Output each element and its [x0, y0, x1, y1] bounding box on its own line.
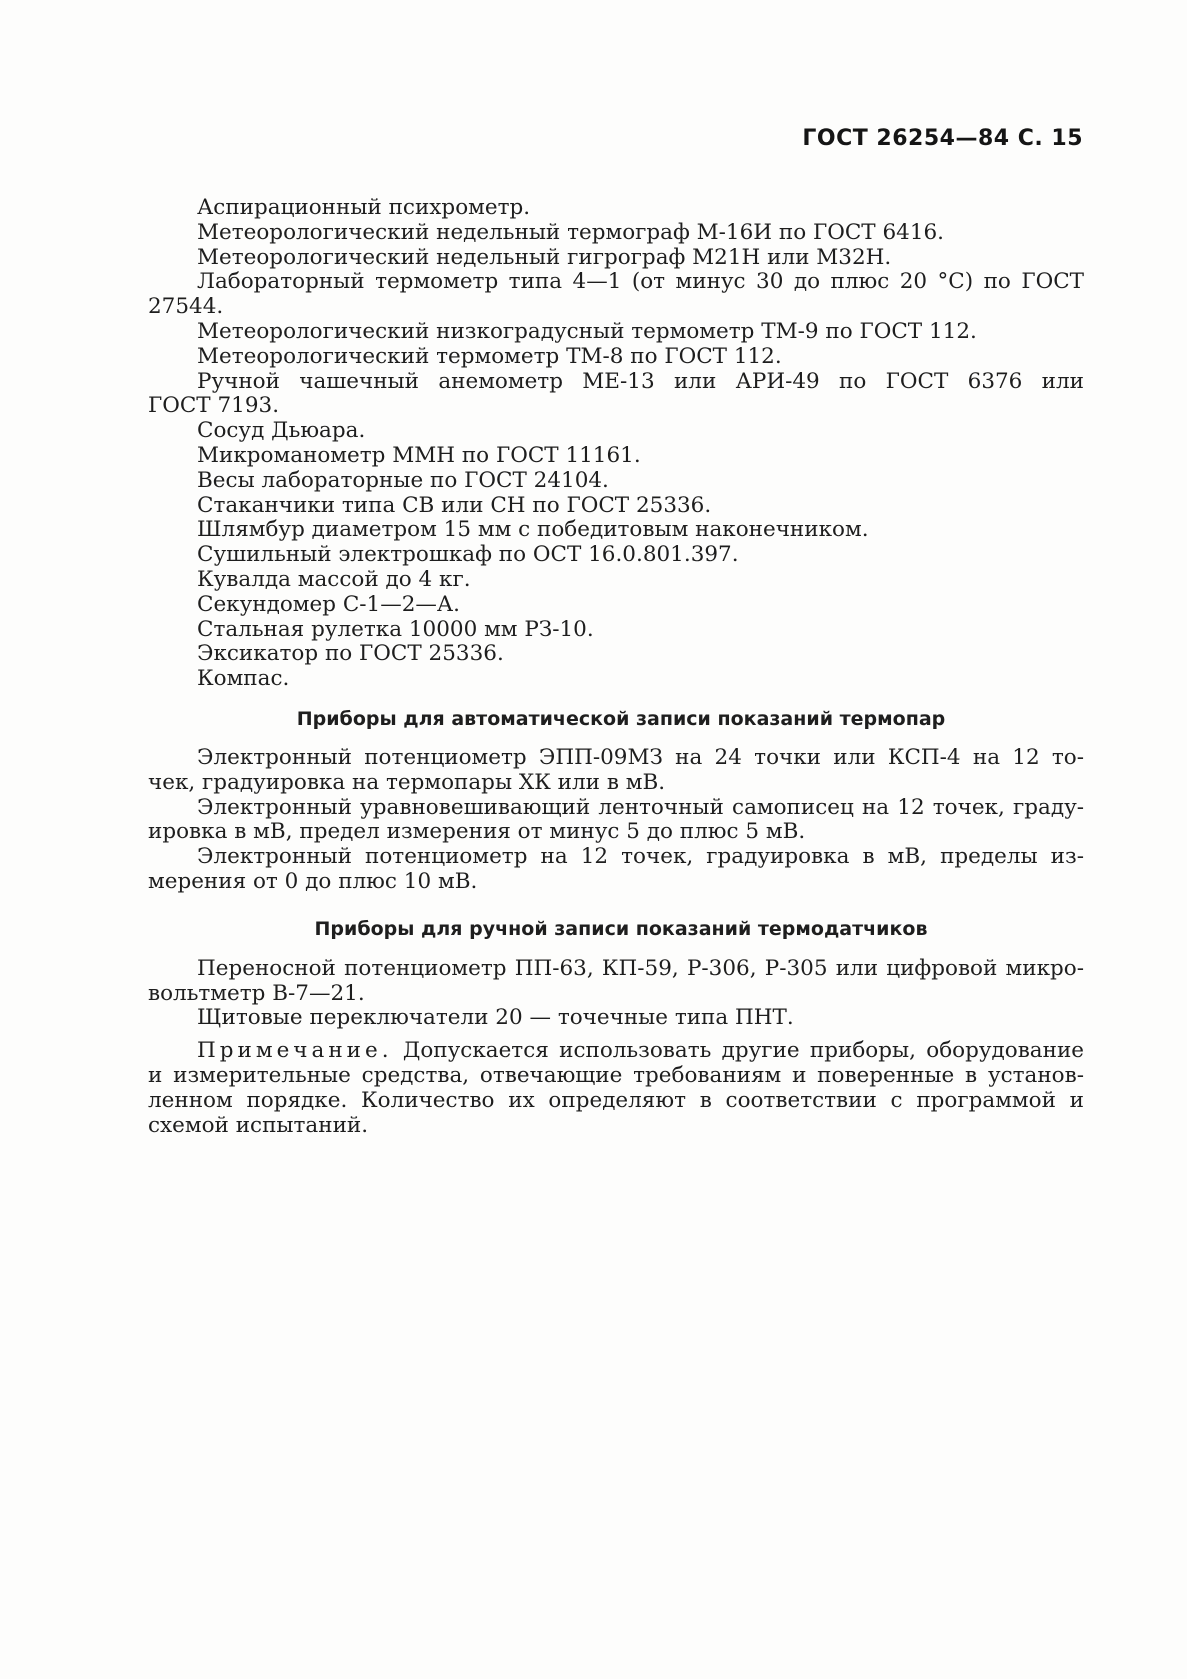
note-block [148, 1039, 1084, 1138]
paragraph-line: Щитовые переключатели 20 — точечные типа ПНТ. [197, 1005, 794, 1031]
section-manual-body [148, 957, 1084, 1031]
note-text: Допускается использовать другие приборы, оборудование [402, 1038, 1084, 1064]
list-item: Метеорологический недельный термограф М-16И по ГОСТ 6416. [197, 219, 945, 245]
list-item: Микроманометр ММН по ГОСТ 11161. [197, 442, 641, 468]
note-label: Примечание. [197, 1038, 393, 1064]
list-item: Компас. [197, 666, 290, 692]
equipment-list [148, 196, 1084, 692]
document-body [148, 196, 1084, 1138]
section-title-manual-recording: Приборы для ручной записи показаний термодатчиков [314, 917, 928, 940]
list-item-continuation: ГОСТ 7193. [148, 393, 280, 419]
paragraph-line: ировка в мВ, предел измерения от минус 5 до плюс 5 мВ. [148, 819, 806, 845]
list-item: Стальная рулетка 10000 мм РЗ-10. [197, 616, 594, 642]
list-item: Лабораторный термометр типа 4—1 (от минус 30 до плюс 20 °С) по ГОСТ [197, 269, 1084, 295]
list-item: Стаканчики типа СВ или СН по ГОСТ 25336. [197, 492, 712, 518]
list-item: Ручной чашечный анемометр МЕ-13 или АРИ-49 по ГОСТ 6376 или [197, 368, 1084, 394]
note-line: ленном порядке. Количество их определяют в соответствии с программой и [148, 1087, 1084, 1113]
list-item-continuation: 27544. [148, 294, 224, 320]
section-title-auto-recording: Приборы для автоматической записи показаний термопар [296, 707, 946, 730]
list-item: Кувалда массой до 4 кг. [197, 566, 471, 592]
paragraph-line: чек, градуировка на термопары ХК или в мВ. [148, 769, 666, 795]
paragraph-line: Электронный потенциометр на 12 точек, градуировка в мВ, пределы из- [197, 844, 1084, 870]
paragraph-line: вольтметр В-7—21. [148, 980, 365, 1006]
note-line: и измерительные средства, отвечающие требованиям и поверенные в установ- [148, 1062, 1084, 1088]
list-item: Секундомер С-1—2—А. [197, 591, 461, 617]
note-first-line [148, 1039, 1084, 1064]
paragraph-line: мерения от 0 до плюс 10 мВ. [148, 868, 478, 894]
list-item: Весы лабораторные по ГОСТ 24104. [197, 467, 609, 493]
list-item: Метеорологический низкоградусный термометр ТМ-9 по ГОСТ 112. [197, 318, 977, 344]
paragraph-line: Электронный уравновешивающий ленточный самописец на 12 точек, граду- [197, 794, 1084, 820]
list-item: Метеорологический термометр ТМ-8 по ГОСТ 112. [197, 343, 782, 369]
list-item: Аспирационный психрометр. [197, 195, 531, 220]
list-item: Сосуд Дьюара. [197, 418, 366, 444]
paragraph-line: Переносной потенциометр ПП-63, КП-59, Р-306, Р-305 или цифровой микро- [197, 955, 1084, 981]
list-item: Сушильный электрошкаф по ОСТ 16.0.801.397. [197, 542, 739, 568]
list-item: Эксикатор по ГОСТ 25336. [197, 641, 504, 667]
section-auto-body [148, 746, 1084, 895]
page-header: ГОСТ 26254—84 С. 15 [802, 126, 1083, 151]
note-line: схемой испытаний. [148, 1112, 369, 1138]
list-item: Метеорологический недельный гигрограф М21Н или М32Н. [197, 244, 892, 270]
list-item: Шлямбур диаметром 15 мм с победитовым наконечником. [197, 517, 869, 543]
paragraph-line: Электронный потенциометр ЭПП-09МЗ на 24 точки или КСП-4 на 12 то- [197, 744, 1084, 770]
